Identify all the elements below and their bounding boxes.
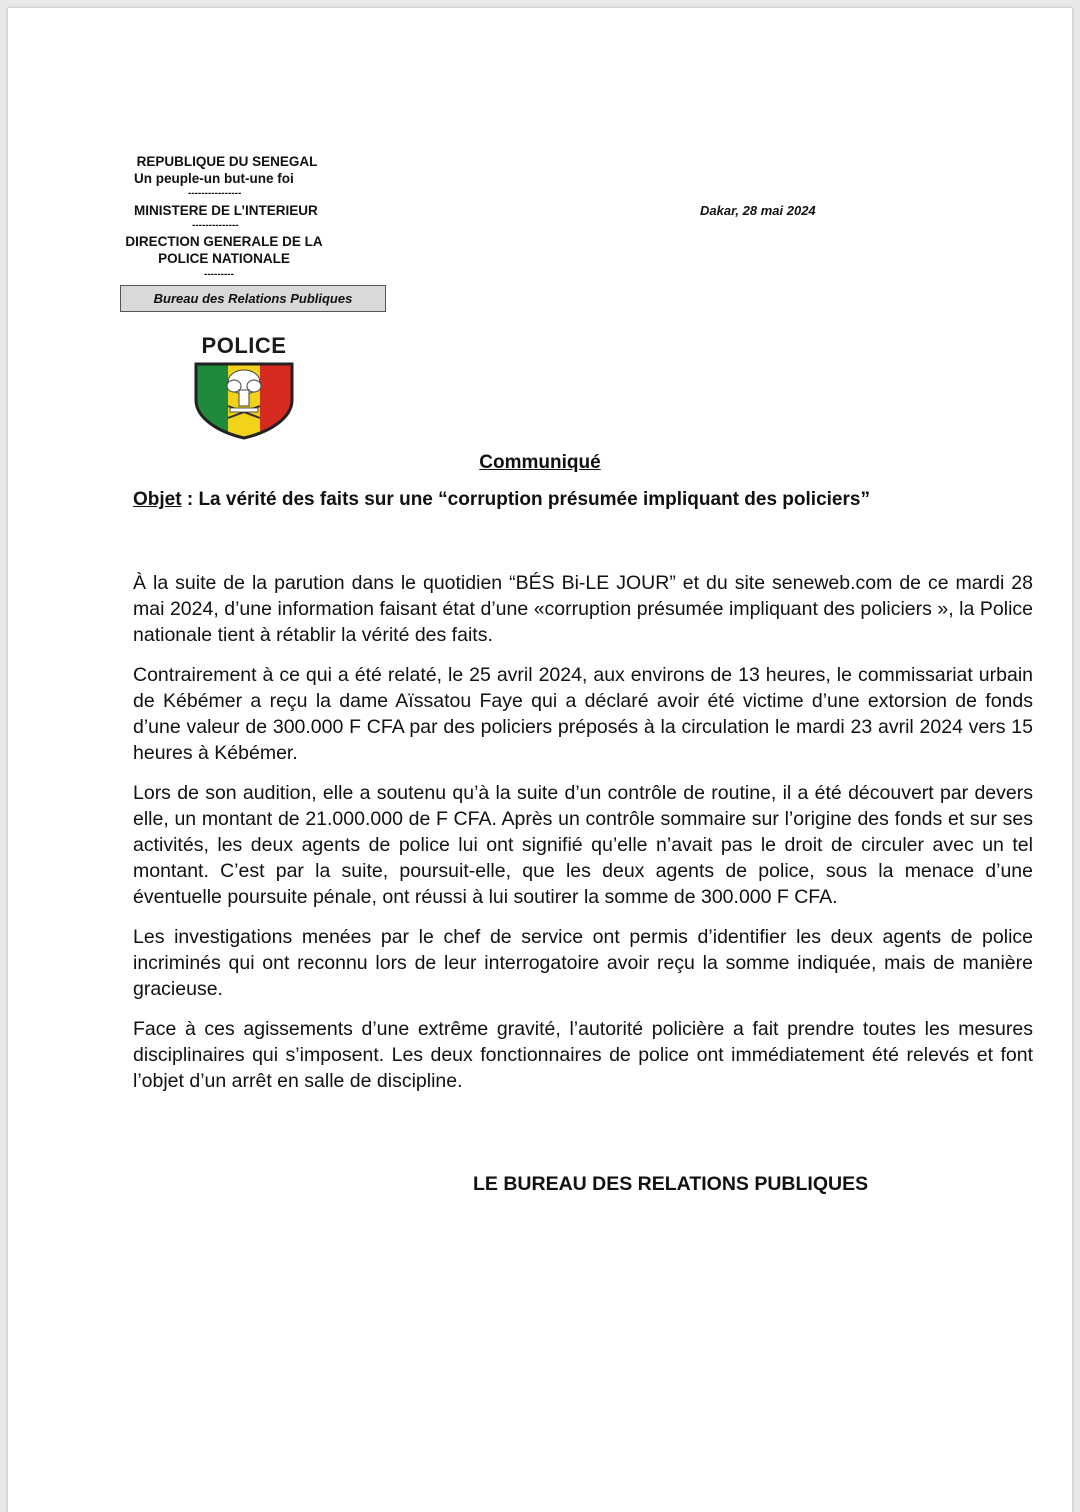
body-paragraph: Face à ces agissements d’une extrême gravité, l’autorité policière a fait prendre toutes les mesures disciplinaires qui s’imposent. Les deux fonctionnaires de police ont immédiatement été relevés et font l’objet d’un arrêt en salle de discipline. [133, 1018, 1033, 1092]
header-separator: --------- [204, 271, 234, 279]
body-paragraph: Lors de son audition, elle a soutenu qu’à la suite d’un contrôle de routine, il a été découvert par devers elle, un montant de 21.000.000 de F CFA. Après un contrôle sommaire sur l’origine des fonds et sur ses activités, les deux agents de police lui ont signifié qu’elle n’avait pas le droit de circuler avec un tel montant. C’est par la suite, poursuit-elle, que les deux agents de police, sous la menace d’une éventuelle poursuite pénale, ont réussi à lui soutirer la somme de 300.000 F CFA. [133, 782, 1033, 908]
header-republic: REPUBLIQUE DU SENEGAL [136, 154, 318, 169]
body-paragraph: À la suite de la parution dans le quotidien “BÉS Bi-LE JOUR” et du site seneweb.com de ce mardi 28 mai 2024, d’une information faisant état d’une «corruption présumée impliquant des policiers », la Police nationale tient à rétablir la vérité des faits. [133, 572, 1033, 646]
document-page [8, 8, 1072, 1512]
header-motto: Un peuple-un but-une foi [134, 171, 294, 186]
document-title: Communiqué [479, 452, 601, 473]
police-logo-word: POLICE [201, 333, 287, 358]
body-paragraph: Contrairement à ce qui a été relaté, le 25 avril 2024, aux environs de 13 heures, le commissariat urbain de Kébémer a reçu la dame Aïssatou Faye qui a déclaré avoir été victime d’une extorsion de fonds d’une valeur de 300.000 F CFA par des policiers préposés à la circulation le mardi 23 avril 2024 vers 15 heures à Kébémer. [133, 664, 1033, 764]
header-direction-line1: DIRECTION GENERALE DE LA [125, 234, 323, 249]
header-direction-line2: POLICE NATIONALE [158, 251, 290, 266]
body-paragraph: Les investigations menées par le chef de service ont permis d’identifier les deux agents de police incriminés qui ont reconnu lors de leur interrogatoire avoir reçu la somme indiquée, mais de manière gracieuse. [133, 926, 1033, 1000]
subject-text: : La vérité des faits sur une “corruption présumée impliquant des policiers” [181, 489, 870, 510]
document-date: Dakar, 28 mai 2024 [700, 203, 816, 218]
police-logo [188, 334, 300, 440]
subject-label: Objet [133, 489, 182, 510]
header-separator: -------------- [192, 222, 239, 230]
bureau-label-box: Bureau des Relations Publiques [120, 285, 386, 312]
document-subject [133, 489, 870, 511]
police-badge-icon [190, 360, 298, 440]
signature: LE BUREAU DES RELATIONS PUBLIQUES [473, 1173, 869, 1195]
header-separator: ---------------- [188, 190, 242, 198]
header-ministry: MINISTERE DE L’INTERIEUR [134, 203, 318, 218]
document-body [133, 570, 1033, 1108]
